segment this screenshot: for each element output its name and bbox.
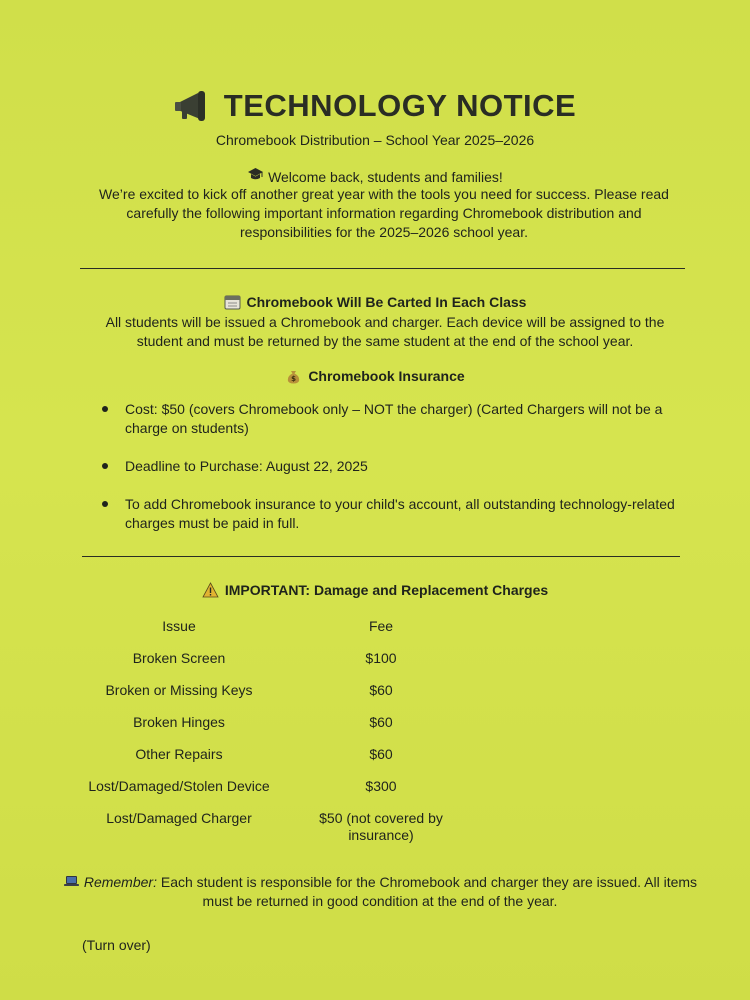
reminder-note xyxy=(60,873,700,911)
issue-cell: Lost/Damaged Charger xyxy=(106,810,252,826)
fee-cell: $50 (not covered by insurance) xyxy=(319,810,443,843)
fee-cell: $60 xyxy=(369,682,393,698)
table-row xyxy=(70,682,490,714)
intro-paragraph: We’re excited to kick off another great year with the tools you need for success. Please read carefully the following important information regarding Chromebook distribution and responsibilities for the 2025–2026 school year. xyxy=(99,186,669,240)
money-bag-icon xyxy=(285,368,302,384)
column-header-issue: Issue xyxy=(162,618,196,634)
turn-over-note: (Turn over) xyxy=(82,937,151,953)
charges-table xyxy=(70,618,490,842)
insurance-heading xyxy=(0,368,750,384)
laptop-icon xyxy=(63,873,80,889)
charges-heading xyxy=(0,582,750,598)
table-row xyxy=(70,746,490,778)
list-item: Cost: $50 (covers Chromebook only – NOT the charger) (Carted Chargers will not be a charge on students) xyxy=(100,400,700,438)
fee-cell: $60 xyxy=(369,714,393,730)
list-item: To add Chromebook insurance to your child's account, all outstanding technology-related charges must be paid in full. xyxy=(100,495,700,533)
issue-cell: Broken or Missing Keys xyxy=(105,682,253,698)
divider-middle xyxy=(82,556,680,557)
page-subtitle: Chromebook Distribution – School Year 2025–2026 xyxy=(215,132,535,148)
page-title: TECHNOLOGY NOTICE xyxy=(223,88,577,123)
table-row xyxy=(70,810,490,842)
carted-paragraph: All students will be issued a Chromebook and charger. Each device will be assigned to the student and must be returned by the same student at the end of the school year. xyxy=(105,314,665,349)
issue-cell: Broken Screen xyxy=(132,650,226,666)
issue-cell: Broken Hinges xyxy=(133,714,225,730)
issue-cell: Other Repairs xyxy=(135,746,223,762)
table-row xyxy=(70,714,490,746)
welcome-line xyxy=(0,166,750,185)
graduation-cap-icon xyxy=(247,166,264,182)
insurance-heading-text: Chromebook Insurance xyxy=(308,368,465,384)
carted-heading xyxy=(0,294,750,310)
calendar-icon xyxy=(224,294,241,310)
title-row xyxy=(0,88,750,124)
reminder-label: Remember: xyxy=(83,874,157,890)
table-header-row xyxy=(70,618,490,650)
fee-cell: $60 xyxy=(369,746,393,762)
fee-cell: $100 xyxy=(365,650,397,666)
table-row xyxy=(70,778,490,810)
svg-text:$: $ xyxy=(291,375,297,383)
issue-cell: Lost/Damaged/Stolen Device xyxy=(88,778,270,794)
warning-icon xyxy=(202,582,219,598)
fee-cell: $300 xyxy=(365,778,397,794)
divider-top xyxy=(80,268,685,269)
welcome-text: Welcome back, students and families! xyxy=(268,169,503,185)
list-item: Deadline to Purchase: August 22, 2025 xyxy=(100,457,700,476)
table-row xyxy=(70,650,490,682)
insurance-list xyxy=(100,400,700,533)
charges-heading-text: IMPORTANT: Damage and Replacement Charges xyxy=(224,582,549,598)
carted-heading-text: Chromebook Will Be Carted In Each Class xyxy=(246,294,527,310)
column-header-fee: Fee xyxy=(368,618,394,634)
reminder-text: Each student is responsible for the Chromebook and charger they are issued. All items must be returned in good condition at the end of the year. xyxy=(156,874,698,909)
megaphone-icon xyxy=(174,90,212,122)
